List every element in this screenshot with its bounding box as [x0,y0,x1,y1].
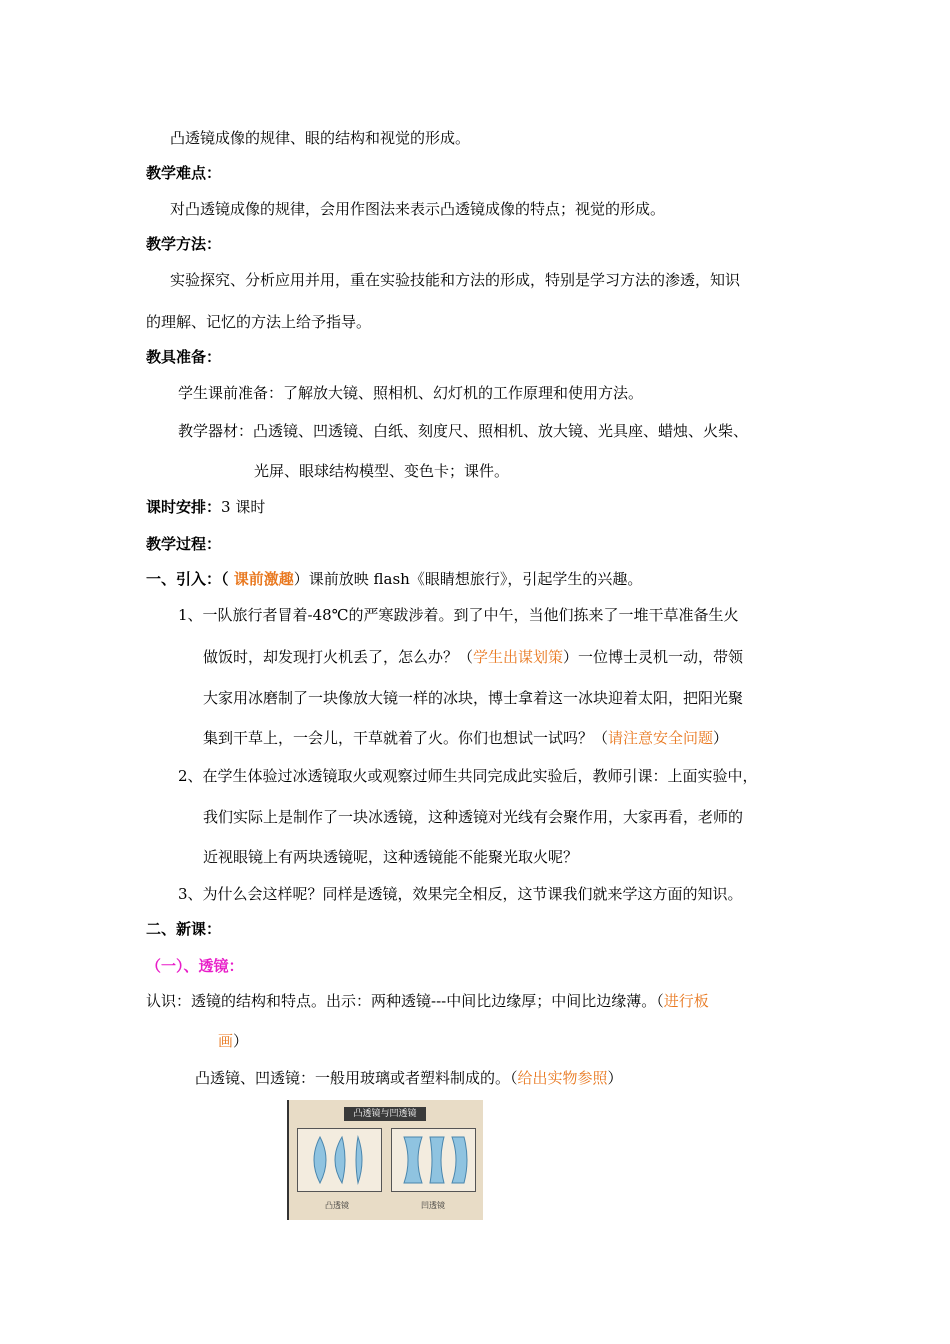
difficulty-text: 对凸透镜成像的规律，会用作图法来表示凸透镜成像的特点；视觉的形成。 [170,200,666,218]
heading-new-lesson: 二、新课： [146,920,222,938]
recognize-tag-2: 画 [218,1032,234,1050]
heading-schedule: 课时安排： [146,498,222,516]
concave-lens-icon [392,1129,475,1191]
story-line-2 [203,647,743,667]
lead-line-4: 3、为什么会这样呢？同样是透镜，效果完全相反，这节课我们就来学这方面的知识。 [178,885,743,903]
method-text-2: 的理解、记忆的方法上给予指导。 [146,313,372,331]
lens-figure [287,1100,483,1220]
story-line-4-b: ） [713,729,729,747]
intro-label: 一、引入：（ [146,570,234,588]
convex-caption: 凸透镜 [325,1201,349,1210]
intro-text: ）课前放映 flash《眼睛想旅行》，引起学生的兴趣。 [293,570,643,588]
lens-material-line [195,1068,623,1088]
schedule-value: 3 课时 [221,498,266,516]
story-line-4-a: 集到干草上，一会儿，干草就着了火。你们也想试一试吗？（ [203,729,609,747]
recognize-line-2 [218,1031,248,1051]
story-line-2-a: 做饭时，却发现打火机丢了，怎么办？（ [203,648,474,666]
lead-line-1: 2、在学生体验过冰透镜取火或观察过师生共同完成此实验后，教师引课：上面实验中， [178,767,758,785]
recognize-tag-1: 进行板 [663,992,709,1010]
story-line-2-b: ）一位博士灵机一动，带领 [563,648,744,666]
lead-line-3: 近视眼镜上有两块透镜呢，这种透镜能不能聚光取火呢？ [203,848,579,866]
heading-process: 教学过程： [146,535,222,553]
lens-material-close: ） [607,1069,623,1087]
lens-material-text: 凸透镜、凹透镜：一般用玻璃或者塑料制成的。（ [195,1069,518,1087]
figure-title: 凸透镜与凹透镜 [344,1107,426,1121]
method-text-1: 实验探究、分析应用并用，重在实验技能和方法的形成，特别是学习方法的渗透，知识 [170,271,741,289]
story-tag-plan: 学生出谋划策 [473,648,564,666]
convex-lens-icon [298,1129,381,1191]
story-line-4 [203,728,728,748]
recognize-text: 认识：透镜的结构和特点。出示：两种透镜---中间比边缘厚；中间比边缘薄。（ [146,992,664,1010]
story-line-3: 大家用冰磨制了一块像放大镜一样的冰块，博士拿着这一冰块迎着太阳，把阳光聚 [203,689,744,707]
story-line-1: 1、一队旅行者冒着-48℃的严寒跋涉着。到了中午，当他们拣来了一堆干草准备生火 [178,606,739,624]
intro-tag: 课前激趣 [233,570,294,588]
heading-difficulty: 教学难点： [146,164,222,182]
key-point-text: 凸透镜成像的规律、眼的结构和视觉的形成。 [170,129,471,147]
heading-prep: 教具准备： [146,348,222,366]
convex-lens-panel [297,1128,382,1192]
section-lens-heading: （一）、透镜： [146,957,244,975]
concave-caption: 凹透镜 [421,1201,445,1210]
recognize-line [146,991,709,1011]
schedule-line [146,497,265,517]
recognize-close: ） [233,1032,249,1050]
lens-material-tag: 给出实物参照 [517,1069,608,1087]
prep-student-text: 学生课前准备：了解放大镜、照相机、幻灯机的工作原理和使用方法。 [178,384,644,402]
concave-lens-panel [391,1128,476,1192]
lead-line-2: 我们实际上是制作了一块冰透镜，这种透镜对光线有会聚作用，大家再看，老师的 [203,808,744,826]
heading-method: 教学方法： [146,235,222,253]
intro-line [146,569,642,589]
prep-equipment-text: 教学器材：凸透镜、凹透镜、白纸、刻度尺、照相机、放大镜、光具座、蜡烛、火柴、 [178,422,749,440]
prep-equipment-text-2: 光屏、眼球结构模型、变色卡；课件。 [254,462,510,480]
story-tag-safety: 请注意安全问题 [608,729,714,747]
